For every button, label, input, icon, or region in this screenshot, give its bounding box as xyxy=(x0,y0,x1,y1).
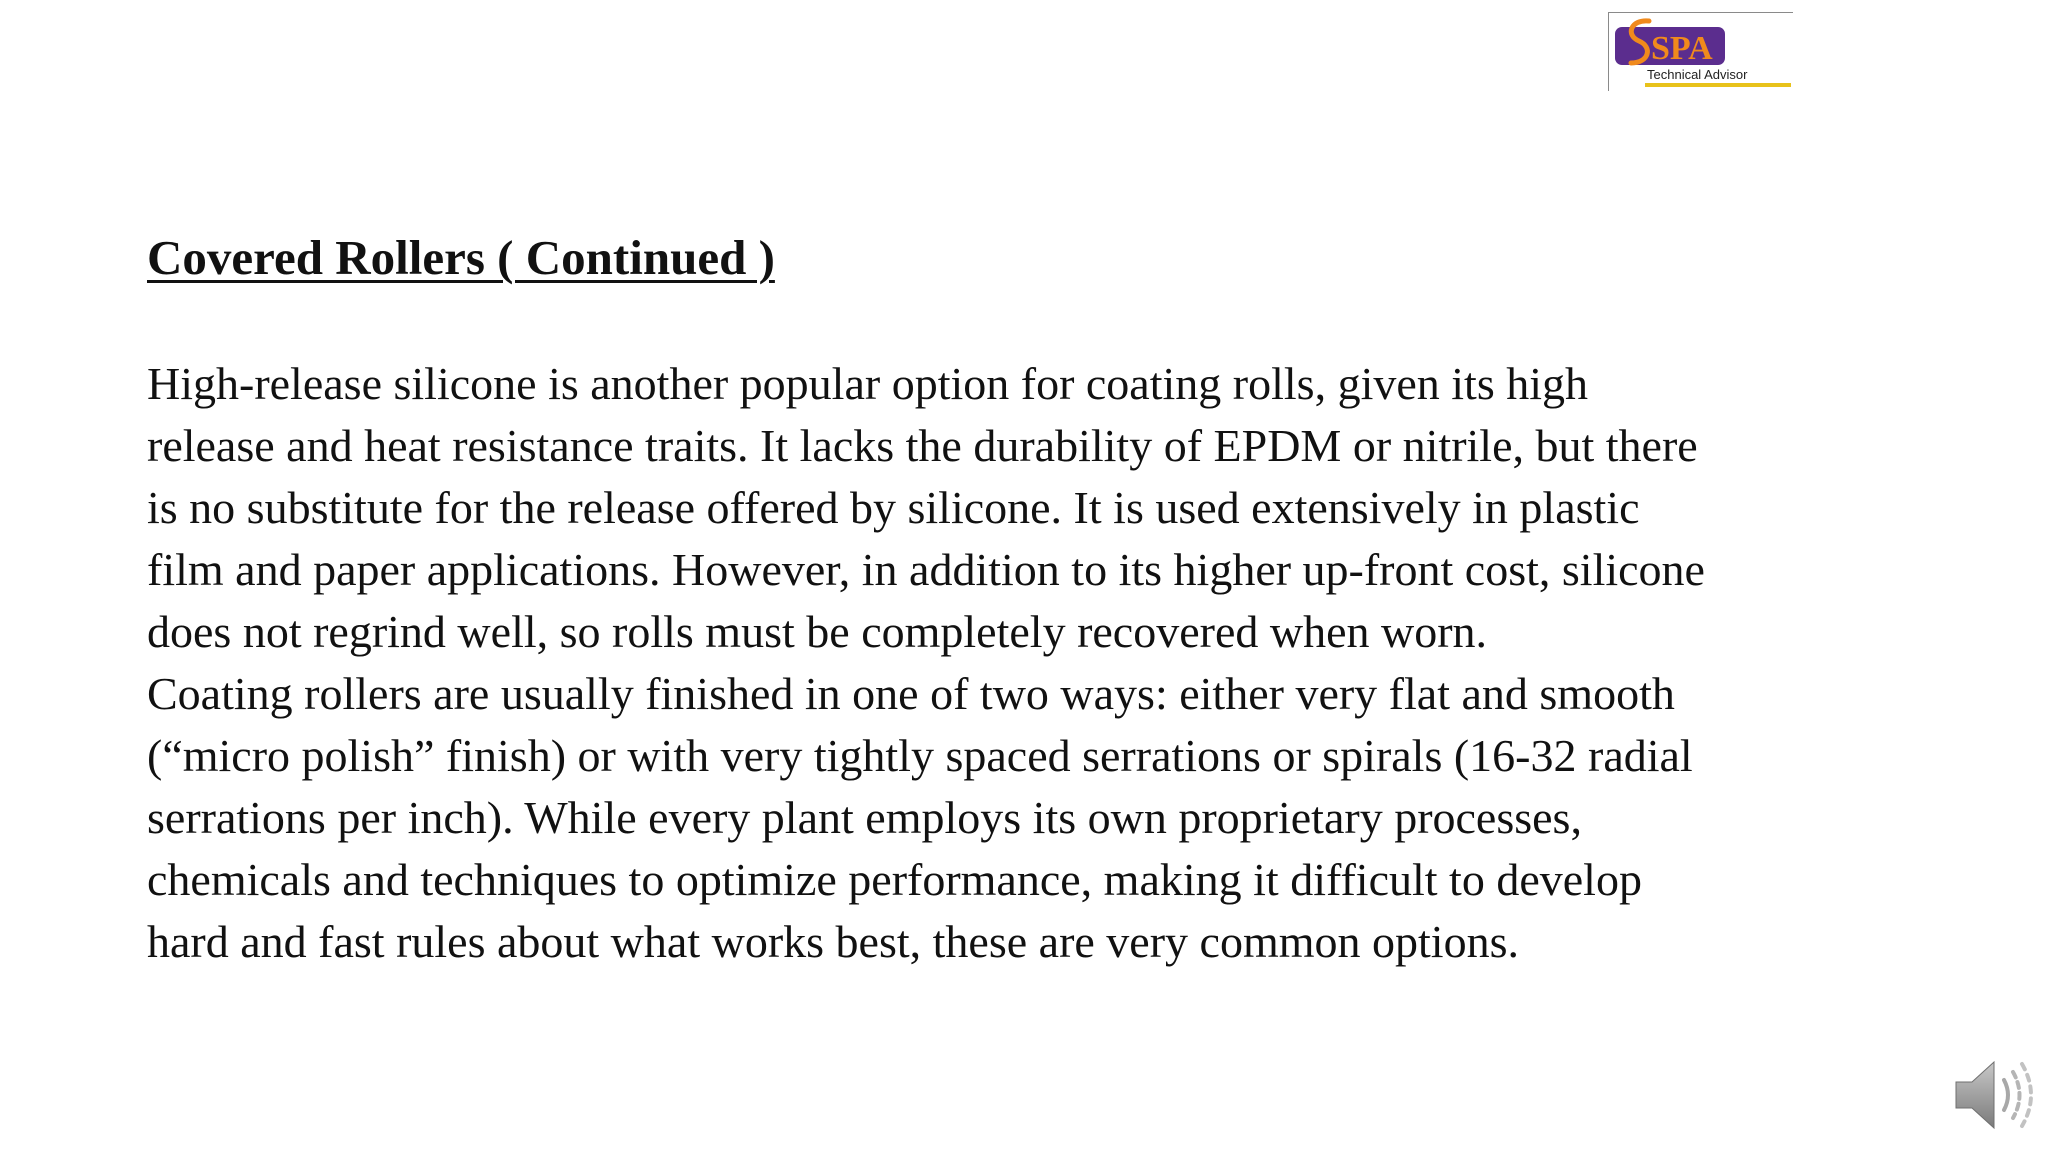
body-line: is no substitute for the release offered by silicone. It is used extensively in plastic xyxy=(147,482,1640,533)
body-line: chemicals and techniques to optimize performance, making it difficult to develop xyxy=(147,854,1642,905)
spa-logo-graphic xyxy=(1609,13,1793,91)
body-line: High-release silicone is another popular option for coating rolls, given its high xyxy=(147,358,1589,409)
slide-title: Covered Rollers ( Continued ) xyxy=(147,230,775,285)
logo-underline xyxy=(1645,83,1791,87)
body-line: release and heat resistance traits. It lacks the durability of EPDM or nitrile, but there xyxy=(147,420,1698,471)
body-line: serrations per inch). While every plant employs its own proprietary processes, xyxy=(147,792,1582,843)
body-line: film and paper applications. However, in addition to its higher up-front cost, silicone xyxy=(147,544,1705,595)
body-line: Coating rollers are usually finished in one of two ways: either very flat and smooth xyxy=(147,668,1675,719)
body-line: does not regrind well, so rolls must be completely recovered when worn. xyxy=(147,606,1488,657)
body-line: (“micro polish” finish) or with very tightly spaced serrations or spirals (16-32 radial xyxy=(147,730,1693,781)
spa-logo xyxy=(1608,12,1793,91)
slide-body xyxy=(147,353,2007,973)
logo-tagline: Technical Advisor xyxy=(1647,67,1748,82)
speaker-icon[interactable] xyxy=(1950,1050,2040,1140)
logo-brand-text: SPA xyxy=(1651,30,1713,67)
body-line: hard and fast rules about what works best, these are very common options. xyxy=(147,916,1519,967)
